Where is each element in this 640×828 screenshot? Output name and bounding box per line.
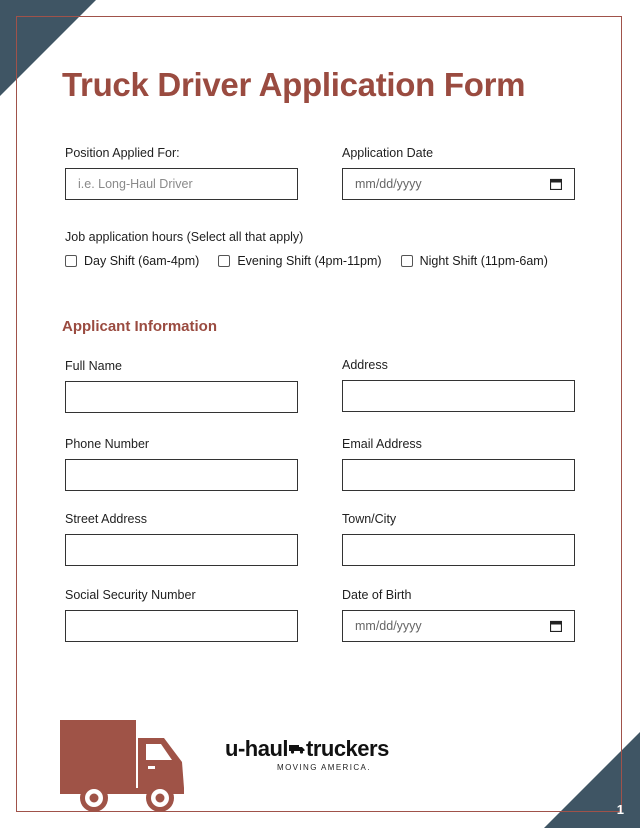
dob-label: Date of Birth [342, 588, 412, 602]
page-number: 1 [616, 802, 624, 817]
address-input[interactable] [342, 380, 575, 412]
calendar-icon[interactable] [550, 620, 562, 632]
full-name-label: Full Name [65, 359, 122, 373]
shift-checkbox-group [65, 254, 567, 268]
logo-tagline: MOVING AMERICA. [277, 763, 371, 772]
truck-icon [60, 720, 186, 814]
evening-shift-label: Evening Shift (4pm-11pm) [237, 254, 382, 268]
logo-part-one: u-haul [225, 736, 288, 761]
hours-label: Job application hours (Select all that apply) [65, 230, 304, 244]
day-shift-option[interactable] [65, 254, 199, 268]
town-label: Town/City [342, 512, 397, 526]
section-title: Applicant Information [62, 318, 217, 335]
email-input[interactable] [342, 459, 575, 491]
dob-input[interactable] [342, 610, 575, 642]
application-date-input[interactable] [342, 168, 575, 200]
logo-part-two: truckers [306, 736, 389, 761]
checkbox-icon[interactable] [218, 255, 230, 267]
phone-input[interactable] [65, 459, 298, 491]
mini-truck-icon [289, 744, 305, 754]
evening-shift-option[interactable] [218, 254, 381, 268]
phone-label: Phone Number [65, 437, 150, 451]
application-date-label: Application Date [342, 146, 434, 160]
company-logo [225, 736, 425, 772]
ssn-input[interactable] [65, 610, 298, 642]
page-border [16, 16, 622, 812]
address-label: Address [342, 358, 388, 372]
position-label: Position Applied For: [65, 146, 180, 160]
email-label: Email Address [342, 437, 422, 451]
application-date-placeholder: mm/dd/yyyy [355, 177, 422, 191]
ssn-label: Social Security Number [65, 588, 196, 602]
night-shift-option[interactable] [401, 254, 548, 268]
day-shift-label: Day Shift (6am-4pm) [84, 254, 200, 268]
full-name-input[interactable] [65, 381, 298, 413]
night-shift-label: Night Shift (11pm-6am) [419, 254, 548, 268]
calendar-icon[interactable] [550, 178, 562, 190]
checkbox-icon[interactable] [65, 255, 77, 267]
street-address-input[interactable] [65, 534, 298, 566]
street-address-label: Street Address [65, 512, 147, 526]
town-input[interactable] [342, 534, 575, 566]
dob-placeholder: mm/dd/yyyy [355, 619, 422, 633]
position-input[interactable] [65, 168, 298, 200]
page-title: Truck Driver Application Form [62, 66, 526, 103]
logo-wordmark [225, 736, 425, 762]
checkbox-icon[interactable] [401, 255, 413, 267]
